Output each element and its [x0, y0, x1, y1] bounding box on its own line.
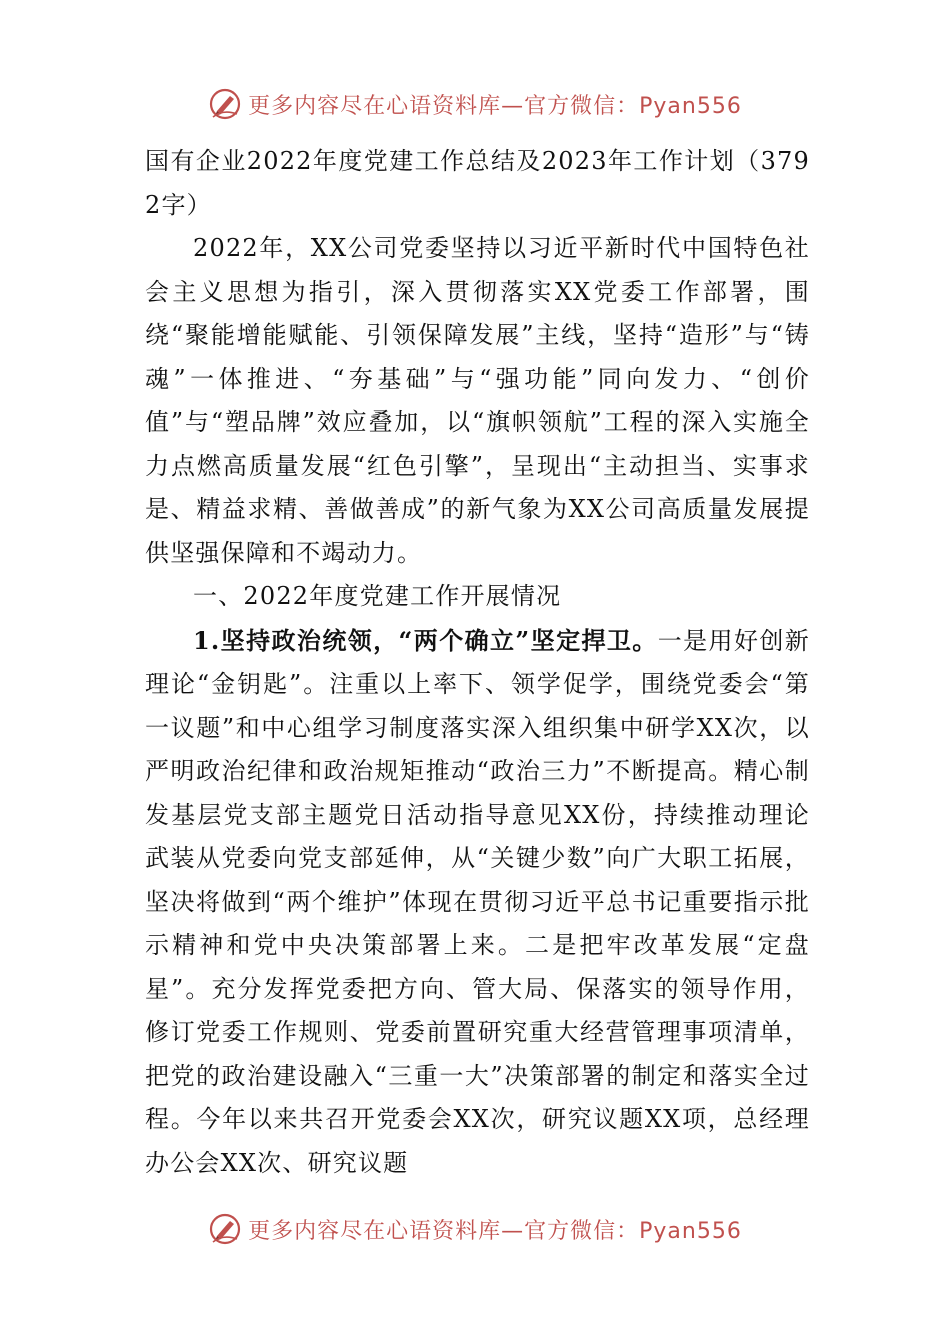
- document-body: [145, 140, 810, 1185]
- item-paragraph: [145, 619, 810, 1186]
- header-banner-text: 更多内容尽在心语资料库—官方微信：Pyan556: [248, 93, 742, 119]
- document-title: 国有企业2022年度党建工作总结及2023年工作计划（3792字）: [145, 147, 810, 219]
- footer-banner-inner: [208, 1212, 742, 1246]
- pen-logo-icon: [208, 87, 242, 121]
- item-bold-lead: 1.坚持政治统领，“两个确立”坚定捍卫。: [193, 625, 658, 655]
- header-watermark-banner: [0, 84, 950, 124]
- footer-banner-text: 更多内容尽在心语资料库—官方微信：Pyan556: [248, 1218, 742, 1244]
- pen-logo-icon: [208, 1212, 242, 1246]
- item-body-text: 一是用好创新理论“金钥匙”。注重以上率下、领学促学，围绕党委会“第一议题”和中心组学习制度落实深入组织集中研学XX次，以严明政治纪律和政治规矩推动“政治三力”不断提高。精心制发基层党支部主题党日活动指导意见XX份，持续推动理论武装从党委向党支部延伸，从“关键少数”向广大职工拓展，坚决将做到“两个维护”体现在贯彻习近平总书记重要指示批示精神和党中央决策部署上来。二是把牢改革发展“定盘星”。充分发挥党委把方向、管大局、保落实的领导作用，修订党委工作规则、党委前置研究重大经营管理事项清单，把党的政治建设融入“三重一大”决策部署的制定和落实全过程。今年以来共召开党委会XX次，研究议题XX项，总经理办公会XX次、研究议题: [145, 626, 811, 1177]
- intro-paragraph: 2022年，XX公司党委坚持以习近平新时代中国特色社会主义思想为指引，深入贯彻落实XX党委工作部署，围绕“聚能增能赋能、引领保障发展”主线，坚持“造形”与“铸魂”一体推进、“夯基础”与“强功能”同向发力、“创价值”与“塑品牌”效应叠加，以“旗帜领航”工程的深入实施全力点燃高质量发展“红色引擎”，呈现出“主动担当、实事求是、精益求精、善做善成”的新气象为XX公司高质量发展提供坚强保障和不竭动力。: [145, 234, 810, 567]
- section-heading: 一、2022年度党建工作开展情况: [193, 582, 562, 610]
- header-banner-inner: [208, 87, 742, 121]
- footer-watermark-banner: [0, 1209, 950, 1249]
